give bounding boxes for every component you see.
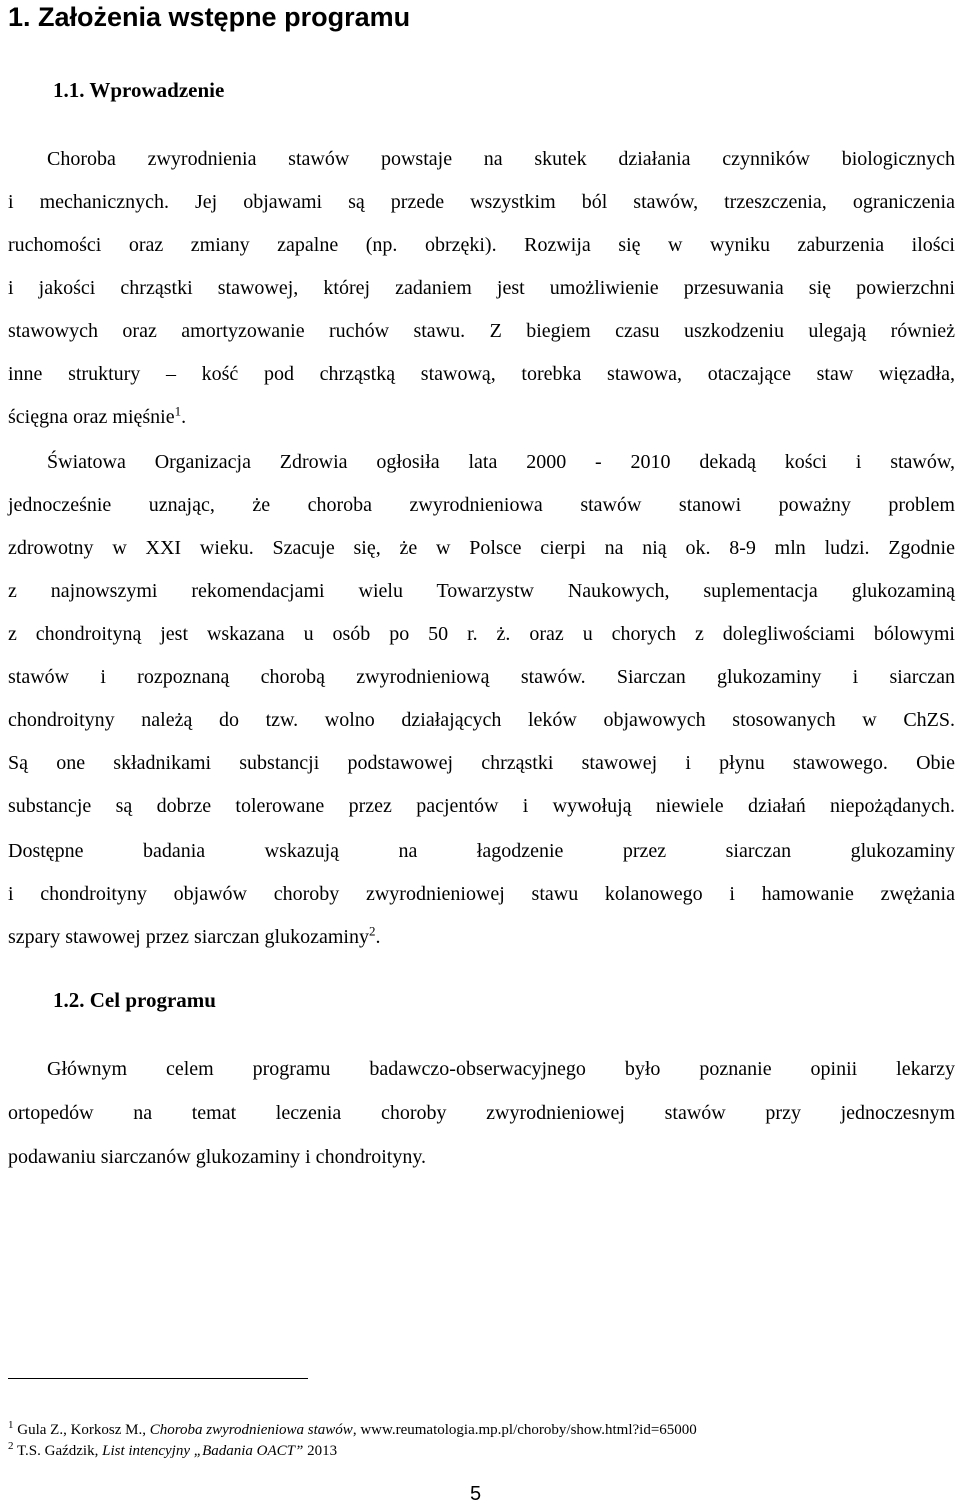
paragraph-line: Głównym celem programu badawczo-obserwacyjnego było poznanie opinii lekarzy: [47, 1058, 955, 1080]
paragraph-line: substancje są dobrze tolerowane przez pacjentów i wywołują niewiele działań niepożądanych.: [8, 795, 955, 817]
footnote-text: , www.reumatologia.mp.pl/choroby/show.html?id=65000: [352, 1422, 697, 1438]
paragraph-line: chondroityny należą do tzw. wolno działających leków objawowych stosowanych w ChZS.: [8, 709, 955, 731]
footnote-number: 2: [8, 1440, 14, 1452]
paragraph-line: Choroba zwyrodnienia stawów powstaje na skutek działania czynników biologicznych: [47, 148, 955, 170]
paragraph-text: szpary stawowej przez siarczan glukozaminy: [8, 926, 369, 948]
paragraph-line: ruchomości oraz zmiany zapalne (np. obrzęki). Rozwija się w wyniku zaburzenia ilości: [8, 234, 955, 256]
paragraph-line: Światowa Organizacja Zdrowia ogłosiła lata 2000 - 2010 dekadą kości i stawów,: [47, 451, 955, 473]
footnote: [8, 1420, 697, 1440]
section-heading-program-goal: 1.2. Cel programu: [53, 988, 216, 1012]
footnote-text: Gula Z., Korkosz M.,: [17, 1422, 150, 1438]
paragraph-line: ortopedów na temat leczenia choroby zwyrodnieniowej stawów przy jednoczesnym: [8, 1102, 955, 1124]
paragraph-line: z chondroityną jest wskazana u osób po 50 r. ż. oraz u chorych z dolegliwościami bólowymi: [8, 623, 955, 645]
chapter-heading: 1. Założenia wstępne programu: [8, 2, 411, 32]
footnote-title: List intencyjny „Badania OACT”: [102, 1443, 304, 1459]
footnote-text: 2013: [303, 1443, 338, 1459]
paragraph-line: Dostępne badania wskazują na łagodzenie przez siarczan glukozaminy: [8, 840, 955, 862]
paragraph-line: zdrowotny w XXI wieku. Szacuje się, że w Polsce cierpi na nią ok. 8-9 mln ludzi. Zgodnie: [8, 537, 955, 559]
footnote-separator: [8, 1378, 308, 1379]
paragraph-line: podawaniu siarczanów glukozaminy i chondroityny.: [8, 1146, 427, 1168]
section-heading-introduction: 1.1. Wprowadzenie: [53, 78, 225, 102]
footnote-ref: 2: [368, 923, 376, 939]
paragraph-line: z najnowszymi rekomendacjami wielu Towarzystw Naukowych, suplementacja glukozaminą: [8, 580, 955, 602]
paragraph-line: inne struktury – kość pod chrząstką stawową, torebka stawowa, otaczające staw więzadła,: [8, 363, 955, 385]
paragraph-line: jednocześnie uznając, że choroba zwyrodnieniowa stawów stanowi poważny problem: [8, 494, 955, 516]
paragraph-line: Są one składnikami substancji podstawowej chrząstki stawowej i płynu stawowego. Obie: [8, 752, 955, 774]
paragraph-line: [8, 403, 955, 431]
paragraph-line: i mechanicznych. Jej objawami są przede wszystkim ból stawów, trzeszczenia, ograniczenia: [8, 191, 955, 213]
paragraph-line: i chondroityny objawów choroby zwyrodnieniowej stawu kolanowego i hamowanie zwężania: [8, 883, 955, 905]
footnote-text: T.S. Gaździk,: [16, 1443, 103, 1459]
paragraph-line: i jakości chrząstki stawowej, której zadaniem jest umożliwienie przesuwania się powierzchni: [8, 277, 955, 299]
period: .: [181, 406, 187, 428]
period: .: [375, 926, 381, 948]
paragraph-line: stawowych oraz amortyzowanie ruchów stawu. Z biegiem czasu uszkodzeniu ulegają również: [8, 320, 955, 342]
footnote: [8, 1441, 337, 1461]
footnote-ref: 1: [174, 403, 182, 419]
page-number: 5: [470, 1483, 482, 1505]
footnote-title: Choroba zwyrodnieniowa stawów: [149, 1422, 353, 1438]
paragraph-text: ścięgna oraz mięśnie: [8, 406, 175, 428]
footnote-number: 1: [8, 1419, 14, 1431]
paragraph-line: [8, 923, 955, 951]
paragraph-line: stawów i rozpoznaną chorobą zwyrodnieniową stawów. Siarczan glukozaminy i siarczan: [8, 666, 955, 688]
